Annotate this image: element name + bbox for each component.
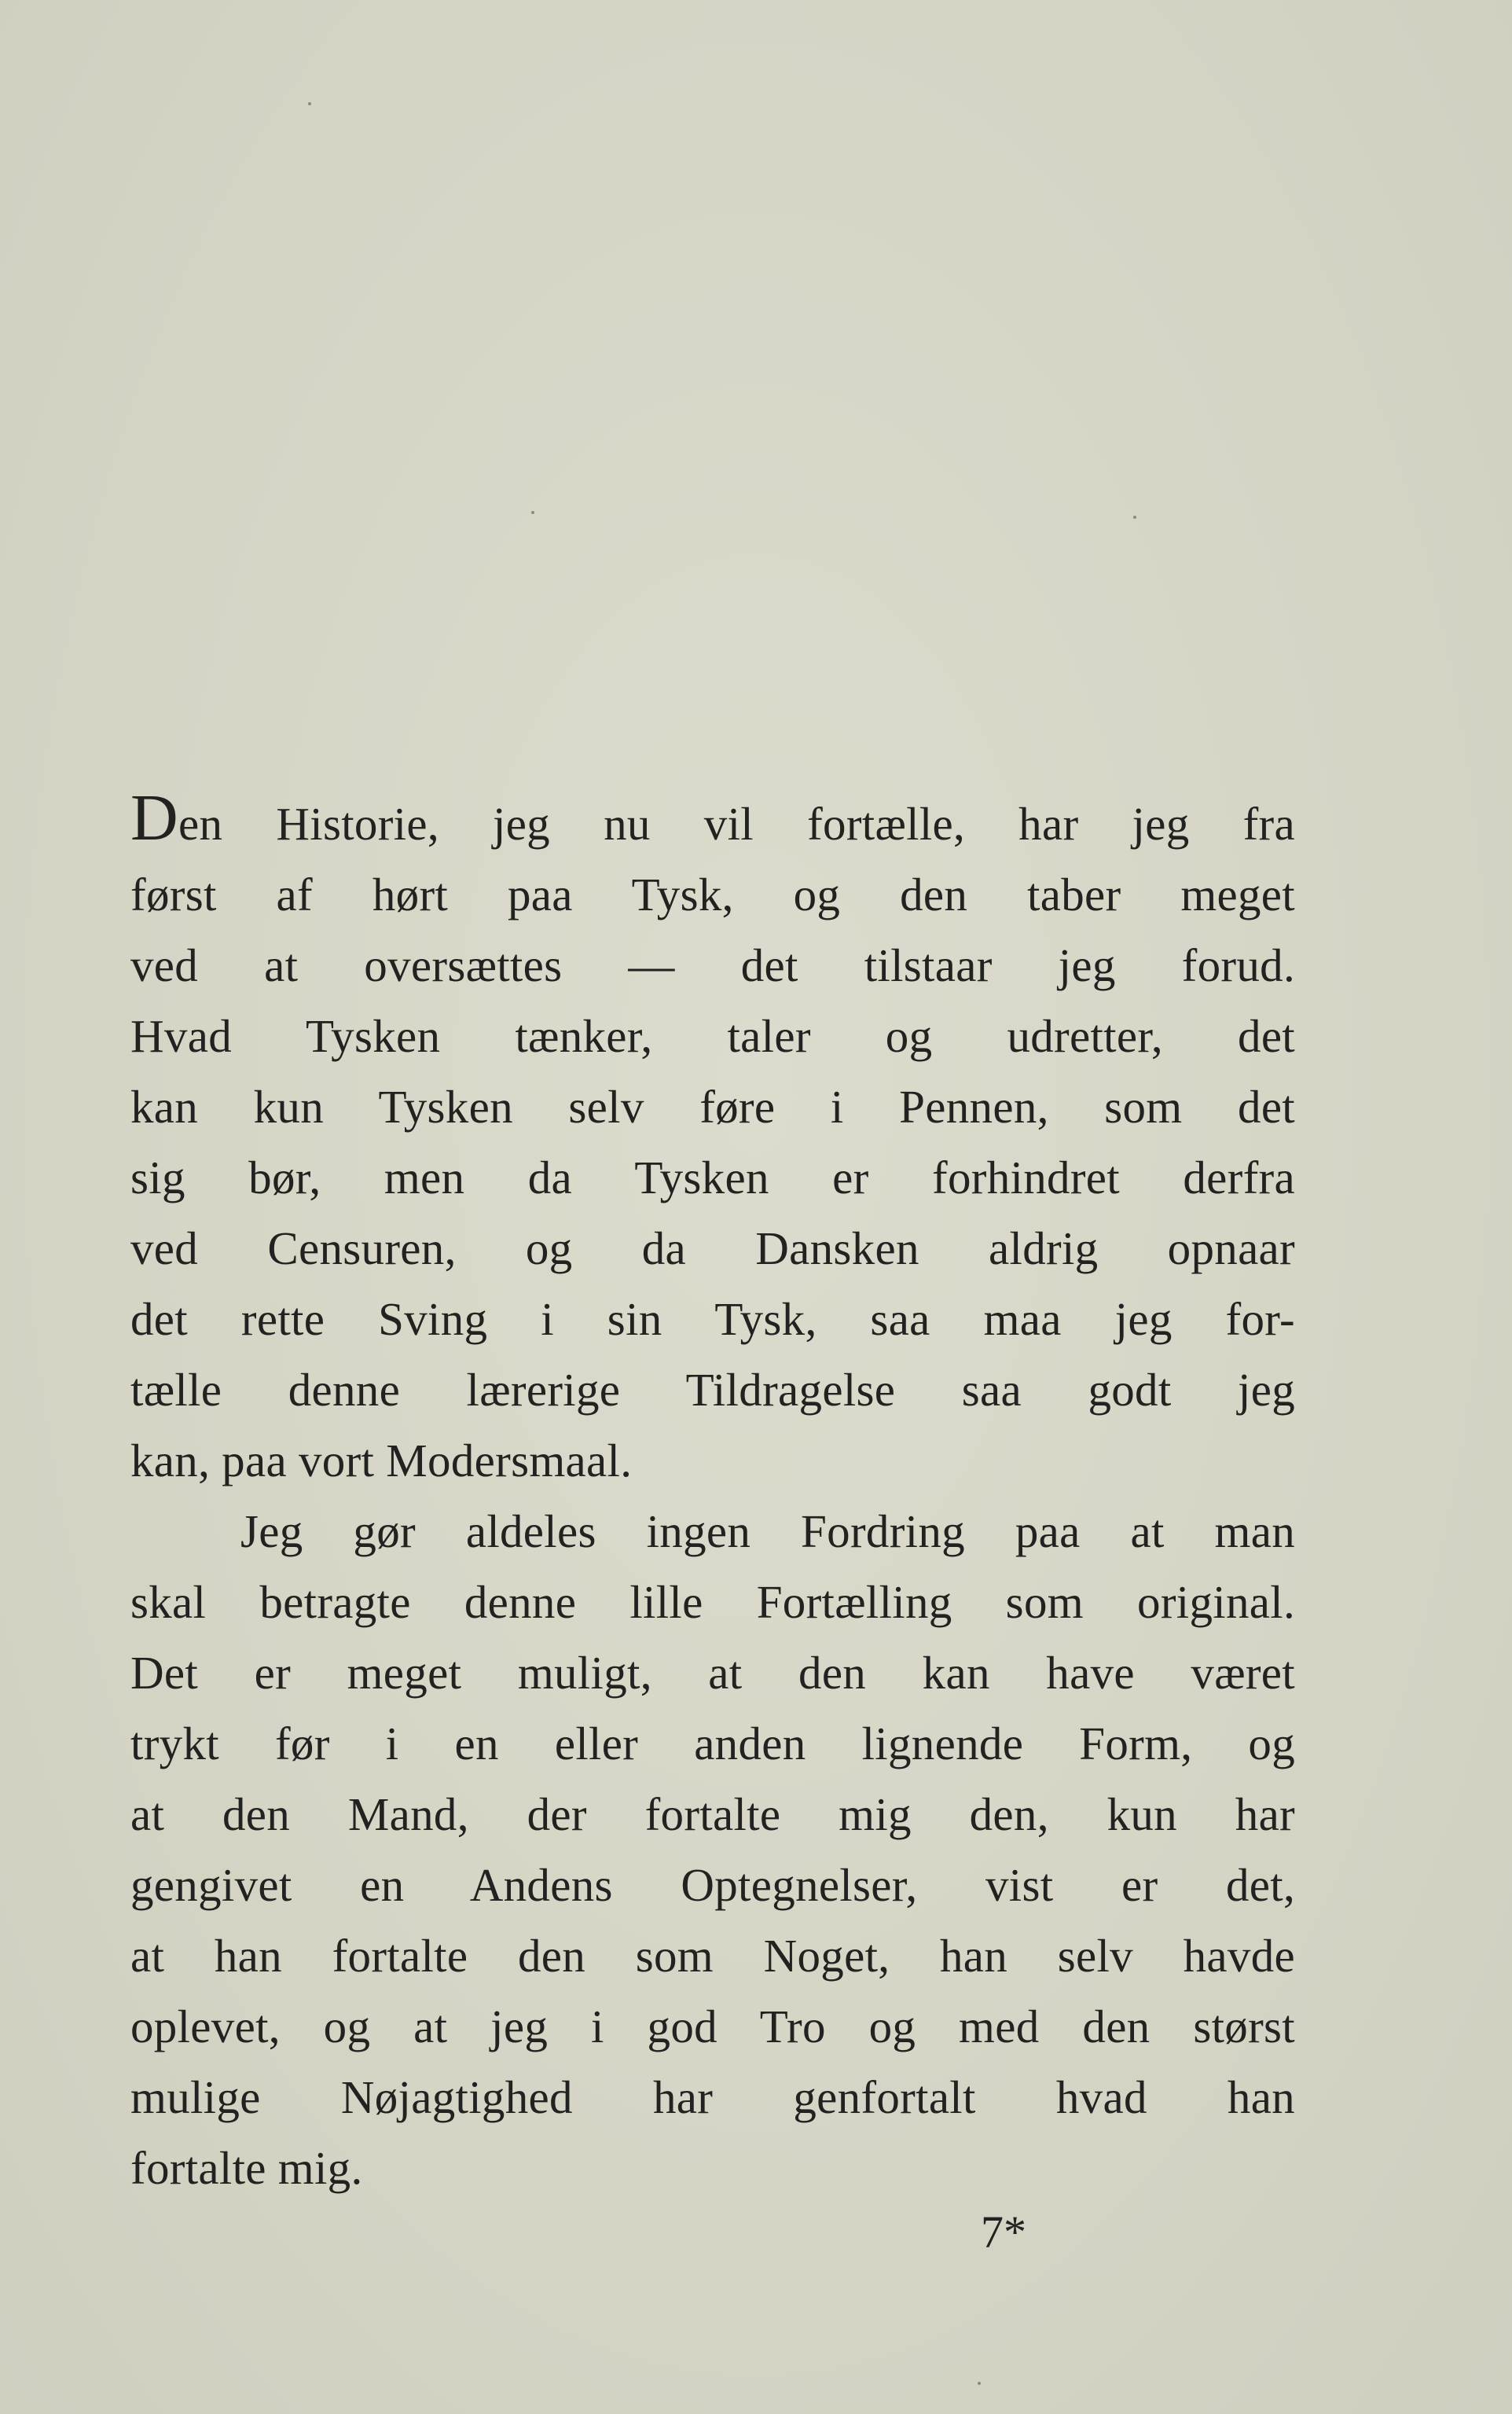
text-line: først af hørt paa Tysk, og den taber meget: [130, 869, 1295, 920]
signature-mark: 7*: [981, 2206, 1026, 2258]
text-line: tælle denne lærerige Tildragelse saa godt jeg: [130, 1364, 1295, 1416]
text-line: sig bør, men da Tysken er forhindret derfra: [130, 1152, 1295, 1203]
paper-speck: [531, 511, 534, 514]
text-line: trykt før i en eller anden lignende Form, og: [130, 1718, 1295, 1769]
text-line: at han fortalte den som Noget, han selv havde: [130, 1930, 1295, 1982]
text-line: oplevet, og at jeg i god Tro og med den størst: [130, 2001, 1295, 2052]
paper-speck: [978, 2382, 981, 2385]
text-line: at den Mand, der fortalte mig den, kun har: [130, 1788, 1295, 1840]
text-line: ved Censuren, og da Dansken aldrig opnaar: [130, 1222, 1295, 1274]
text-line: kan, paa vort Modersmaal.: [130, 1435, 633, 1486]
text-line: Det er meget muligt, at den kan have været: [130, 1647, 1295, 1699]
text-line: Hvad Tysken tænker, taler og udretter, det: [130, 1010, 1295, 1062]
text-line: ved at oversættes — det tilstaar jeg forud.: [130, 939, 1295, 991]
paper-speck: [308, 102, 311, 105]
paper-speck: [1133, 516, 1136, 519]
drop-cap: D: [130, 781, 178, 854]
text-line: det rette Sving i sin Tysk, saa maa jeg for-: [130, 1293, 1295, 1345]
text-line: gengivet en Andens Optegnelser, vist er det,: [130, 1859, 1295, 1911]
first-line-text: en Historie, jeg nu vil fortælle, har jeg fra: [178, 798, 1295, 850]
text-line: mulige Nøjagtighed har genfortalt hvad han: [130, 2071, 1295, 2123]
text-line: kan kun Tysken selv føre i Pennen, som det: [130, 1081, 1295, 1133]
text-line: Jeg gør aldeles ingen Fordring paa at man: [240, 1505, 1295, 1557]
text-line: fortalte mig.: [130, 2142, 363, 2194]
text-line: [130, 781, 1295, 859]
text-line: skal betragte denne lille Fortælling som original.: [130, 1576, 1295, 1628]
body-text: [130, 781, 1295, 2203]
